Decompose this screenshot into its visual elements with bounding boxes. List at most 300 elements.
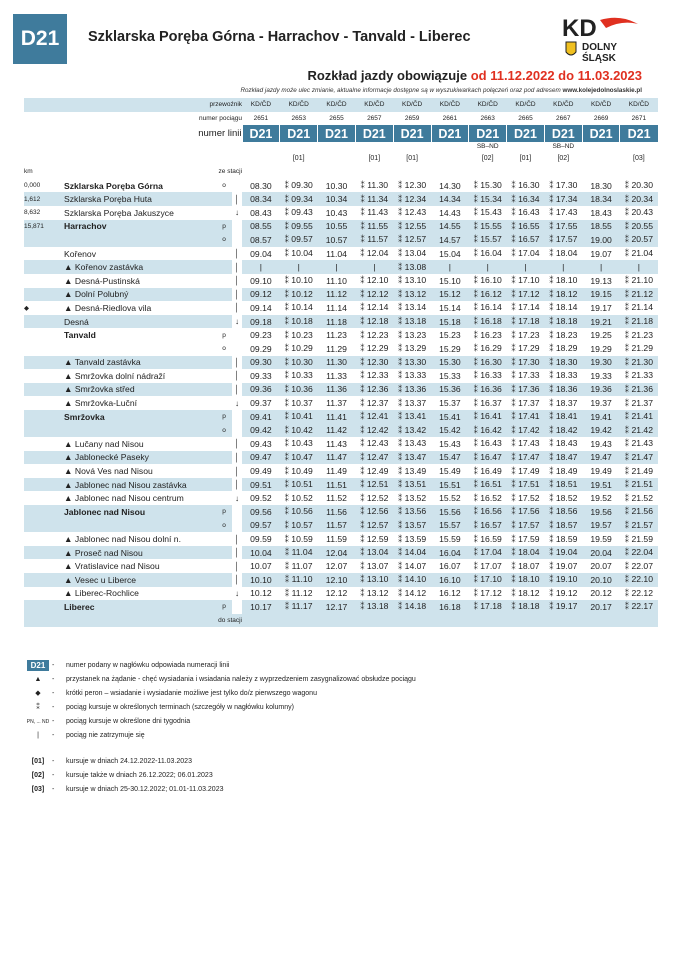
time-cell: 09.12 [242, 288, 280, 302]
time-cell: ⁑ 12.47 [355, 451, 393, 465]
timetable [24, 98, 658, 627]
arrival-departure-marker: p [216, 600, 232, 614]
direction-arrow-icon [232, 179, 242, 193]
timetable-row [24, 491, 658, 505]
arrival-departure-marker: o [216, 423, 232, 437]
timetable-row [24, 437, 658, 451]
time-cell: 19.52 [590, 493, 612, 504]
arrival-departure-marker: p [222, 331, 226, 339]
direction-arrow-icon: ↓ [235, 398, 239, 408]
time-cell: ⁑ 13.07 [360, 560, 389, 571]
train-line: D21 [355, 125, 393, 142]
time-cell: ⁑ 10.18 [280, 315, 318, 329]
time-cell: 18.43 [590, 207, 612, 218]
direction-arrow-icon: │ [234, 561, 240, 571]
station-label: Jablonec nad Nisou [64, 506, 146, 517]
time-cell: ⁑ 12.30 [355, 356, 393, 370]
direction-arrow-icon [232, 220, 242, 234]
direction-arrow-icon [232, 600, 242, 614]
stop-km [24, 288, 64, 302]
train-number: 2663 [480, 114, 495, 122]
arrival-departure-marker [216, 587, 232, 601]
time-cell: ⁑ 10.49 [284, 465, 313, 476]
train-number: 2667 [556, 114, 571, 122]
time-cell: 11.56 [318, 505, 356, 519]
arrival-departure-marker [216, 315, 232, 329]
time-cell: ⁑ 12.37 [360, 397, 389, 408]
logo-dolny-text: DOLNY [582, 42, 617, 53]
time-cell: ⁑ 10.56 [280, 505, 318, 519]
time-cell: 19.30 [582, 356, 620, 370]
train-note: [03] [633, 154, 645, 162]
direction-arrow-icon [232, 423, 242, 437]
timetable-row [24, 600, 658, 614]
time-cell: ⁑ 11.57 [355, 233, 393, 247]
time-cell: 19.33 [590, 370, 612, 381]
from-station-label: ze stacji [218, 168, 243, 176]
time-cell: ⁑ 16.52 [473, 492, 502, 503]
time-cell: 16.07 [439, 561, 461, 572]
time-cell: ⁑ 21.14 [624, 302, 653, 313]
arrival-departure-marker [216, 247, 232, 261]
timetable-row [24, 396, 658, 410]
request-stop-icon: ▲ [64, 438, 75, 449]
time-cell: ⁑ 11.30 [360, 180, 389, 191]
time-cell: ⁑ 12.57 [355, 519, 393, 533]
time-cell: 19.36 [582, 383, 620, 397]
time-cell: ⁑ 17.59 [511, 533, 540, 544]
train-carrier: KD/ČD [507, 98, 545, 112]
empty-cell [507, 165, 545, 179]
time-cell: 09.30 [242, 356, 280, 370]
time-cell: ⁑ 21.57 [620, 519, 658, 533]
station-label: Desná [64, 316, 89, 327]
time-cell: 19.41 [582, 410, 620, 424]
station-label: Jablonec nad Nisou dolní n. [74, 534, 181, 545]
station-label: Smržovka dolní nádraží [74, 370, 166, 381]
time-cell: ⁑ 13.12 [360, 587, 389, 598]
station-label: Vesec u Liberce [74, 574, 137, 585]
legend-text: numer podany w nagłówku odpowiada numeracji linii [66, 661, 230, 669]
empty-cell [620, 614, 658, 628]
stop-km [24, 315, 64, 329]
arrival-departure-marker [216, 437, 232, 451]
direction-arrow-icon: ↓ [235, 493, 239, 503]
time-cell: 10.43 [325, 207, 348, 218]
time-cell: ⁑ 17.51 [507, 478, 545, 492]
station-label: Jablonec nad Nisou zastávka [74, 479, 187, 490]
time-cell: ⁑ 16.37 [473, 397, 502, 408]
station-name [64, 451, 216, 465]
time-cell: ⁑ 13.14 [398, 302, 427, 313]
station-name [64, 573, 216, 587]
time-cell: ⁑ 16.29 [473, 343, 502, 354]
time-cell: ⁑ 21.52 [624, 492, 653, 503]
time-cell: ⁑ 12.04 [360, 248, 389, 259]
time-cell: ⁑ 11.04 [280, 546, 318, 560]
time-cell: 11.12 [318, 288, 356, 302]
from-station-row [24, 165, 658, 179]
timetable-row [24, 546, 658, 560]
direction-arrow-icon: │ [234, 371, 240, 381]
time-cell: ⁑ 22.07 [624, 560, 653, 571]
empty-cell [582, 165, 620, 179]
time-cell: ⁑ 10.47 [280, 451, 318, 465]
time-cell: ⁑ 17.49 [511, 465, 540, 476]
time-cell: ⁑ 15.43 [473, 207, 502, 218]
station-name [64, 342, 216, 356]
request-stop-icon: ▲ [64, 547, 75, 558]
time-cell: 15.14 [439, 302, 461, 313]
station-name [64, 383, 216, 397]
train-carrier: KD/ČD [280, 98, 318, 112]
time-cell: ⁑ 17.43 [549, 207, 578, 218]
time-cell: ⁑ 18.49 [549, 465, 578, 476]
stop-km [24, 342, 64, 356]
station-label: Jablonec nad Nisou centrum [74, 493, 184, 504]
time-cell: ⁑ 10.41 [280, 410, 318, 424]
time-cell: 19.43 [590, 438, 612, 449]
time-cell: ⁑ 10.04 [284, 248, 313, 259]
time-cell: 15.36 [431, 383, 469, 397]
legend-text: przystanek na żądanie - chęć wysiadania i wsiadania należy z wyprzedzeniem zasygnalizować obsłudze pociągu [66, 675, 416, 683]
time-cell: ⁑ 11.55 [355, 220, 393, 234]
time-cell: 08.55 [242, 220, 280, 234]
stop-km [24, 356, 64, 370]
direction-arrow-icon: │ [232, 451, 242, 465]
request-stop-icon: ▲ [64, 561, 75, 572]
train-line: D21 [280, 125, 318, 142]
time-cell: ⁑ 09.34 [280, 192, 318, 206]
time-cell: ⁑ 21.59 [624, 533, 653, 544]
time-cell: 09.14 [250, 302, 272, 313]
legend-note [24, 782, 416, 796]
time-cell: ⁑ 15.55 [469, 220, 507, 234]
request-stop-icon: ▲ [64, 302, 75, 313]
time-cell: 11.47 [318, 451, 356, 465]
time-cell: 11.04 [326, 248, 347, 259]
time-cell: 11.29 [326, 343, 347, 354]
stop-km: 1,612 [24, 192, 64, 206]
train-number: 2655 [329, 114, 344, 122]
time-cell: ⁑ 16.47 [469, 451, 507, 465]
legend-item [24, 728, 416, 742]
arrival-departure-marker: o [222, 182, 226, 190]
arrival-departure-marker [216, 192, 232, 206]
time-cell: ⁑ 10.14 [284, 302, 313, 313]
time-cell: ⁑ 17.12 [473, 587, 502, 598]
train-cond [242, 142, 280, 151]
time-cell: ⁑ 12.59 [360, 533, 389, 544]
time-cell: ⁑ 09.57 [280, 233, 318, 247]
time-cell: 09.10 [250, 275, 272, 286]
timetable-row [24, 342, 658, 356]
time-cell: 08.34 [242, 192, 280, 206]
train-number: 2669 [593, 114, 609, 122]
legend-item [24, 714, 416, 728]
time-cell: ⁑ 14.10 [393, 573, 431, 587]
stop-km [24, 410, 64, 424]
direction-arrow-icon: │ [232, 383, 242, 397]
direction-arrow-icon: │ [232, 573, 242, 587]
time-cell: ⁑ 21.04 [624, 248, 653, 259]
request-stop-icon: ▲ [64, 493, 75, 504]
train-line: D21 [393, 125, 431, 142]
time-cell: 09.51 [242, 478, 280, 492]
station-name [64, 600, 216, 614]
direction-arrow-icon [232, 519, 242, 533]
time-cell: 19.00 [582, 233, 620, 247]
time-cell: ⁑ 17.04 [511, 248, 540, 259]
train-number: 2659 [404, 114, 420, 122]
time-cell: 19.17 [590, 302, 612, 313]
train-note: [01] [519, 154, 532, 162]
time-cell: ⁑ 16.18 [469, 315, 507, 329]
train-carrier: KD/ČD [242, 98, 280, 112]
time-cell: 19.25 [590, 330, 612, 341]
time-cell: ⁑ 12.30 [398, 180, 427, 191]
time-cell: ⁑ 17.18 [507, 315, 545, 329]
empty-cell [355, 614, 393, 628]
station-label: Jablonecké Paseky [74, 452, 149, 463]
arrival-departure-marker: o [216, 519, 232, 533]
legend-symbol [24, 676, 52, 683]
direction-arrow-icon: │ [234, 276, 240, 286]
train-carrier: KD/ČD [393, 98, 431, 112]
time-cell: ⁑ 16.57 [469, 519, 507, 533]
train-note: [01] [292, 154, 305, 162]
legend-item [24, 658, 416, 672]
stop-km [24, 491, 64, 505]
time-cell: ⁑ 19.10 [544, 573, 582, 587]
timetable-row [24, 464, 658, 478]
arrival-departure-marker [216, 573, 232, 587]
time-cell: 09.47 [242, 451, 280, 465]
time-cell: 11.23 [326, 330, 347, 341]
time-cell: ⁑ 13.29 [398, 343, 427, 354]
direction-arrow-icon [232, 328, 242, 342]
arrival-departure-marker: p [216, 410, 232, 424]
train-number: 2653 [291, 114, 306, 122]
time-cell: ⁑ 18.29 [549, 343, 578, 354]
train-note [431, 151, 469, 165]
time-cell: ⁑ 17.07 [473, 560, 502, 571]
time-cell: 19.13 [590, 275, 612, 286]
empty-cell [355, 165, 393, 179]
time-cell: ⁑ 13.30 [393, 356, 431, 370]
time-cell: ⁑ 18.04 [549, 248, 578, 259]
request-stop-icon: ▲ [64, 289, 75, 300]
time-cell: 16.10 [431, 573, 469, 587]
time-cell: 15.23 [439, 330, 461, 341]
time-cell: ⁑ 21.41 [620, 410, 658, 424]
time-cell: ⁑ 18.41 [544, 410, 582, 424]
time-cell: ⁑ 21.56 [620, 505, 658, 519]
time-cell: ⁑ 20.30 [624, 180, 653, 191]
empty-cell [280, 614, 318, 628]
time-cell: ⁑ 19.04 [544, 546, 582, 560]
empty-cell [318, 614, 356, 628]
time-cell: 09.52 [250, 493, 272, 504]
column-note-row [24, 151, 658, 165]
time-cell: 19.51 [582, 478, 620, 492]
time-cell: 15.59 [439, 534, 461, 545]
time-cell: ⁑ 12.33 [360, 370, 389, 381]
arrival-departure-marker [216, 559, 232, 573]
empty-cell [469, 614, 507, 628]
time-cell: ⁑ 21.36 [620, 383, 658, 397]
time-cell: ⁑ 16.30 [469, 356, 507, 370]
time-cell: 15.41 [431, 410, 469, 424]
time-cell: ⁑ 21.43 [624, 438, 653, 449]
time-cell: ⁑ 13.49 [398, 465, 427, 476]
time-cell: ⁑ 18.56 [544, 505, 582, 519]
website-link[interactable]: www.kolejedolnoslaskie.pl [562, 87, 642, 94]
note-code: [03] [31, 785, 45, 793]
station-name [64, 328, 216, 342]
to-station-row [24, 614, 658, 628]
time-cell: | [431, 260, 469, 274]
empty-cell [431, 165, 469, 179]
time-cell: 20.04 [582, 546, 620, 560]
station-name [64, 247, 216, 261]
time-cell: ⁑ 09.55 [280, 220, 318, 234]
train-cond [582, 142, 620, 151]
time-cell: ⁑ 10.30 [280, 356, 318, 370]
time-cell: ⁑ 10.23 [284, 329, 313, 340]
timetable-row [24, 233, 658, 247]
station-name [64, 423, 216, 437]
line-badge: D21 [13, 14, 67, 64]
stop-km: ◆ [24, 304, 29, 312]
time-cell: ⁑ 13.04 [355, 546, 393, 560]
train-carrier: KD/ČD [582, 98, 620, 112]
train-carrier: KD/ČD [469, 98, 507, 112]
time-cell: ⁑ 18.33 [549, 370, 578, 381]
time-cell: 16.12 [439, 588, 461, 599]
train-number: 2651 [253, 114, 269, 122]
time-cell: ⁑ 18.10 [507, 573, 545, 587]
time-cell: ⁑ 17.52 [511, 492, 540, 503]
station-name [64, 369, 216, 383]
time-cell: 15.18 [431, 315, 469, 329]
time-cell: ⁑ 13.59 [398, 533, 427, 544]
station-name [64, 274, 216, 288]
time-cell: ⁑ 18.36 [544, 383, 582, 397]
time-cell: ⁑ 21.23 [624, 329, 653, 340]
time-cell: 14.30 [439, 180, 461, 191]
time-cell: 12.04 [318, 546, 356, 560]
time-cell: ⁑ 10.29 [284, 343, 313, 354]
station-name [64, 288, 216, 302]
time-cell: | [242, 260, 280, 274]
train-line: D21 [507, 125, 545, 142]
logo-swoosh-icon [600, 18, 638, 28]
legend-symbol-text: D21 [27, 660, 50, 671]
arrival-departure-marker [216, 532, 232, 546]
station-label: Szklarska Poręba Jakuszyce [64, 207, 174, 218]
time-cell: ⁑ 21.30 [620, 356, 658, 370]
time-cell: ⁑ 12.34 [393, 192, 431, 206]
timetable-row [24, 179, 658, 193]
time-cell: ⁑ 10.42 [280, 423, 318, 437]
stop-km: 8,632 [24, 209, 41, 217]
timetable-row [24, 192, 658, 206]
time-cell: ⁑ 18.42 [544, 423, 582, 437]
time-cell: 15.56 [431, 505, 469, 519]
weekday-condition-row [24, 142, 658, 151]
logo-kd-text: KD [562, 15, 597, 42]
station-label: Smržovka-Luční [74, 398, 137, 409]
direction-arrow-icon: ↓ [235, 588, 239, 598]
arrival-departure-marker [216, 464, 232, 478]
time-cell: ⁑ 18.47 [544, 451, 582, 465]
time-cell: 09.23 [250, 330, 272, 341]
station-label: Lučany nad Nisou [74, 438, 144, 449]
time-cell: ⁑ 10.33 [284, 370, 313, 381]
station-label: Tanvald zastávka [74, 357, 141, 368]
time-cell: ⁑ 15.57 [469, 233, 507, 247]
timetable-row [24, 451, 658, 465]
station-name [64, 260, 216, 274]
legend-item [24, 672, 416, 686]
time-cell: ⁑ 16.42 [469, 423, 507, 437]
time-cell: ⁑ 16.12 [469, 288, 507, 302]
time-cell: ⁑ 22.17 [620, 600, 658, 614]
time-cell: ⁑ 18.57 [544, 519, 582, 533]
time-cell: ⁑ 14.12 [398, 587, 427, 598]
time-cell: 09.57 [242, 519, 280, 533]
timetable-row [24, 505, 658, 519]
station-name [64, 356, 216, 370]
time-cell: ⁑ 18.59 [549, 533, 578, 544]
time-cell: 09.41 [242, 410, 280, 424]
time-cell: ⁑ 13.37 [398, 397, 427, 408]
legend-dash: - [52, 731, 55, 739]
arrival-departure-marker [216, 288, 232, 302]
line-number-row-label: numer linii [198, 128, 242, 140]
time-cell: ⁑ 13.10 [398, 275, 427, 286]
time-cell: 20.12 [590, 588, 612, 599]
time-cell: | [582, 260, 620, 274]
timetable-row [24, 369, 658, 383]
arrival-departure-marker: o [222, 345, 226, 353]
time-cell: 19.49 [590, 466, 612, 477]
time-cell: ⁑ 20.43 [624, 207, 653, 218]
time-cell: ⁑ 17.55 [544, 220, 582, 234]
time-cell: | [318, 260, 356, 274]
time-cell: 11.36 [318, 383, 356, 397]
legend-symbol-text: ⁑ [36, 704, 40, 711]
time-cell: | [544, 260, 582, 274]
arrival-departure-marker: p [216, 505, 232, 519]
time-cell: ⁑ 16.49 [473, 465, 502, 476]
train-line: D21 [242, 125, 280, 142]
time-cell: ⁑ 18.43 [549, 438, 578, 449]
time-cell: ⁑ 18.51 [544, 478, 582, 492]
empty-cell [507, 614, 545, 628]
train-line: D21 [469, 125, 507, 142]
station-label: Vratislavice nad Nisou [74, 561, 160, 572]
direction-arrow-icon: │ [234, 466, 240, 476]
time-cell: ⁑ 18.07 [511, 560, 540, 571]
time-cell: ⁑ 12.43 [360, 438, 389, 449]
time-cell: ⁑ 17.47 [507, 451, 545, 465]
legend-dash: - [52, 717, 55, 725]
time-cell: ⁑ 15.30 [473, 180, 502, 191]
legend-dash: - [52, 785, 55, 793]
time-cell: ⁑ 18.23 [549, 329, 578, 340]
